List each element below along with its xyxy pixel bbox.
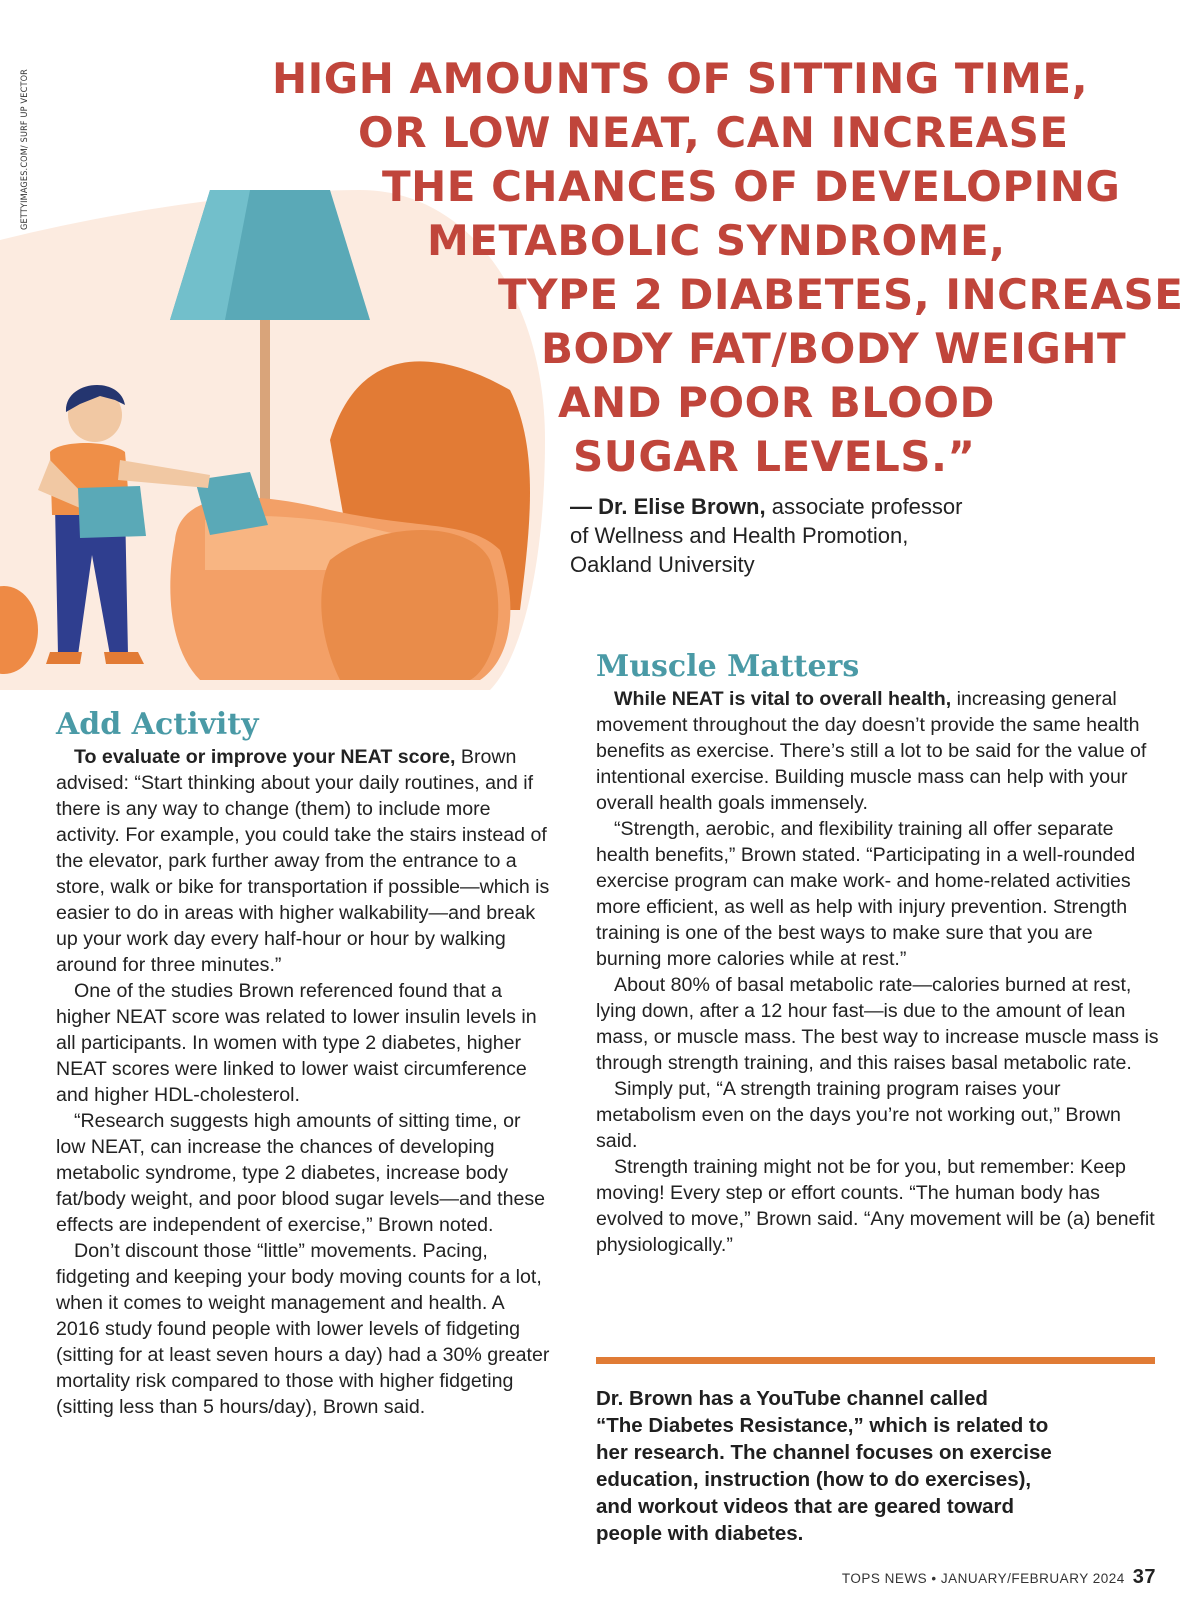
pull-quote-line: THE CHANCES OF DEVELOPING — [382, 162, 1121, 211]
add-activity-lead: To evaluate or improve your NEAT score, — [74, 746, 456, 768]
image-credit: GETTYIMAGES.COM/ SURF UP VECTOR — [20, 69, 30, 230]
pull-quote-line: METABOLIC SYNDROME, — [427, 216, 1006, 265]
pull-quote-line: TYPE 2 DIABETES, INCREASE — [498, 270, 1184, 319]
muscle-matters-paragraph: Strength training might not be for you, but remember: Keep moving! Every step or effort counts. “The human body has evolved to move,” Brown said. “Any movement will be (a) benefit physiologically.” — [596, 1156, 1155, 1256]
callout-line: Dr. Brown has a YouTube channel called — [596, 1387, 988, 1410]
muscle-matters-paragraph: About 80% of basal metabolic rate—calories burned at rest, lying down, after a 12 hour fast—is due to the amount of lean mass, or muscle mass. The best way to increase muscle mass is through strength training, and this raises basal metabolic rate. — [596, 974, 1159, 1074]
add-activity-paragraph: One of the studies Brown referenced found that a higher NEAT score was related to lower insulin levels in all participants. In women with type 2 diabetes, higher NEAT scores were linked to lower waist circumference and higher HDL-cholesterol. — [56, 980, 537, 1106]
page-footer — [842, 1566, 1156, 1589]
page-number: 37 — [1132, 1566, 1156, 1588]
callout-line: people with diabetes. — [596, 1522, 804, 1545]
pull-quote-line: SUGAR LEVELS.” — [573, 432, 976, 481]
callout-line: “The Diabetes Resistance,” which is related to — [596, 1414, 1049, 1437]
attribution-name: — Dr. Elise Brown, — [570, 494, 766, 519]
callout-line: her research. The channel focuses on exercise — [596, 1441, 1052, 1464]
quote-attribution — [570, 492, 962, 579]
muscle-matters-body: increasing general movement throughout the day doesn’t provide the same health benefits as exercise. There’s still a lot to be said for the value of intentional exercise. Building muscle mass can help with your overall health goals immensely. — [596, 688, 1147, 814]
attribution-title: associate professor — [765, 494, 963, 519]
youtube-callout — [596, 1385, 1156, 1547]
muscle-matters-paragraph: “Strength, aerobic, and flexibility training all offer separate health benefits,” Brown stated. “Participating in a well-rounded exercise program can make work- and home-related activities more efficient, as well as help with injury prevention. Strength training is one of the best ways to make sure that you are burning more calories while at rest.” — [596, 818, 1136, 970]
muscle-matters-paragraph: Simply put, “A strength training program raises your metabolism even on the days you’re not working out,” Brown said. — [596, 1078, 1121, 1152]
pull-quote-line: HIGH AMOUNTS OF SITTING TIME, — [272, 54, 1089, 103]
orange-divider-rule — [596, 1357, 1155, 1364]
pull-quote-line: BODY FAT/BODY WEIGHT — [541, 324, 1127, 373]
footer-publication: TOPS NEWS • JANUARY/FEBRUARY 2024 — [841, 1571, 1125, 1586]
callout-line: and workout videos that are geared toward — [596, 1495, 1015, 1518]
add-activity-paragraph — [56, 744, 552, 978]
pillow-held — [78, 486, 146, 538]
callout-line: education, instruction (how to do exercises), — [596, 1468, 1032, 1491]
muscle-matters-heading: Muscle Matters — [596, 649, 860, 684]
add-activity-body: Brown advised: “Start thinking about your daily routines, and if there is any way to change (them) to include more activity. For example, you could take the stairs instead of the elevator, park further away from the entrance to a store, walk or bike for transportation if possible—which is easier to do in areas with higher walkability—and break up your work day every half-hour or hour by walking around for three minutes.” — [56, 746, 550, 976]
pull-quote-line: AND POOR BLOOD — [558, 378, 995, 427]
add-activity-paragraph: “Research suggests high amounts of sitting time, or low NEAT, can increase the chances of developing metabolic syndrome, type 2 diabetes, increase body fat/body weight, and poor blood sugar levels—and these effects are independent of exercise,” Brown noted. — [56, 1110, 546, 1236]
lounge-chair-illustration — [0, 190, 545, 690]
pull-quote-line: OR LOW NEAT, CAN INCREASE — [358, 108, 1069, 157]
armchair-arm — [321, 530, 498, 680]
muscle-matters-column — [596, 686, 1159, 1258]
attribution-department: of Wellness and Health Promotion, — [570, 523, 909, 548]
attribution-university: Oakland University — [570, 552, 755, 577]
add-activity-paragraph: Don’t discount those “little” movements. Pacing, fidgeting and keeping your body moving counts for a lot, when it comes to weight management and health. A 2016 study found people with lower levels of fidgeting (sitting for at least seven hours a day) had a 30% greater mortality risk compared to those with higher fidgeting (sitting less than 5 hours/day), Brown said. — [56, 1240, 550, 1418]
muscle-matters-paragraph — [596, 686, 1159, 816]
muscle-matters-lead: While NEAT is vital to overall health, — [614, 688, 952, 710]
add-activity-column — [56, 744, 552, 1420]
add-activity-heading: Add Activity — [56, 707, 259, 742]
